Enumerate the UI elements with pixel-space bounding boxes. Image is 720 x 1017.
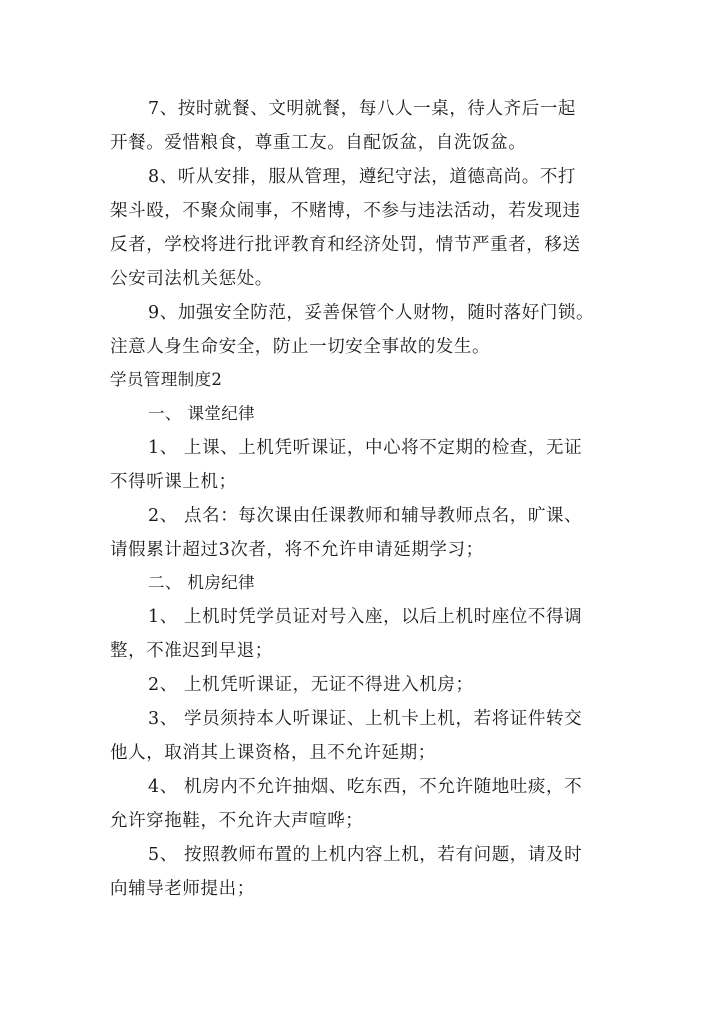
lab-rule-2-line-1: 2、 上机凭听课证，无证不得进入机房； — [148, 675, 474, 695]
lab-rule-5-line-2: 向辅导老师提出； — [110, 879, 255, 899]
lab-rule-1-line-2: 整，不准迟到早退； — [110, 641, 273, 661]
rule-7-line-2: 开餐。爱惜粮食，尊重工友。自配饭盆，自洗饭盆。 — [110, 133, 527, 153]
lab-rule-3-line-1: 3、 学员须持本人听课证、上机卡上机，若将证件转交 — [148, 709, 583, 729]
rule-8-line-3: 反者，学校将进行批评教育和经济处罚，情节严重者，移送 — [110, 235, 581, 255]
classroom-rule-1-line-2: 不得听课上机； — [110, 472, 237, 492]
rule-9-line-1: 9、加强安全防范，妥善保管个人财物，随时落好门锁。 — [148, 303, 595, 323]
classroom-rule-1-line-1: 1、 上课、上机凭听课证，中心将不定期的检查，无证 — [148, 438, 583, 458]
rule-8-line-2: 架斗殴，不聚众闹事，不赌博，不参与违法活动，若发现违 — [110, 201, 581, 221]
lab-rule-4-line-1: 4、 机房内不允许抽烟、吃东西，不允许随地吐痰，不 — [148, 777, 583, 797]
subsection-heading-computer-room: 二、 机房纪律 — [148, 573, 256, 592]
rule-8-line-1: 8、听从安排，服从管理，遵纪守法，道德高尚。不打 — [148, 167, 577, 187]
lab-rule-3-line-2: 他人，取消其上课资格，且不允许延期； — [110, 743, 436, 763]
section-title: 学员管理制度2 — [110, 370, 223, 389]
rule-9-line-2: 注意人身生命安全，防止一切安全事故的发生。 — [110, 337, 491, 357]
lab-rule-1-line-1: 1、 上机时凭学员证对号入座，以后上机时座位不得调 — [148, 607, 583, 627]
classroom-rule-2-line-1: 2、 点名：每次课由任课教师和辅导教师点名，旷课、 — [148, 506, 583, 526]
lab-rule-5-line-1: 5、 按照教师布置的上机内容上机，若有问题，请及时 — [148, 845, 583, 865]
rule-8-line-4: 公安司法机关惩处。 — [110, 269, 273, 289]
classroom-rule-2-line-2: 请假累计超过3次者，将不允许申请延期学习； — [110, 540, 484, 560]
subsection-heading-classroom: 一、 课堂纪律 — [148, 404, 256, 423]
lab-rule-4-line-2: 允许穿拖鞋，不允许大声喧哗； — [110, 811, 364, 831]
rule-7-line-1: 7、按时就餐、文明就餐，每八人一桌，待人齐后一起 — [148, 99, 577, 119]
